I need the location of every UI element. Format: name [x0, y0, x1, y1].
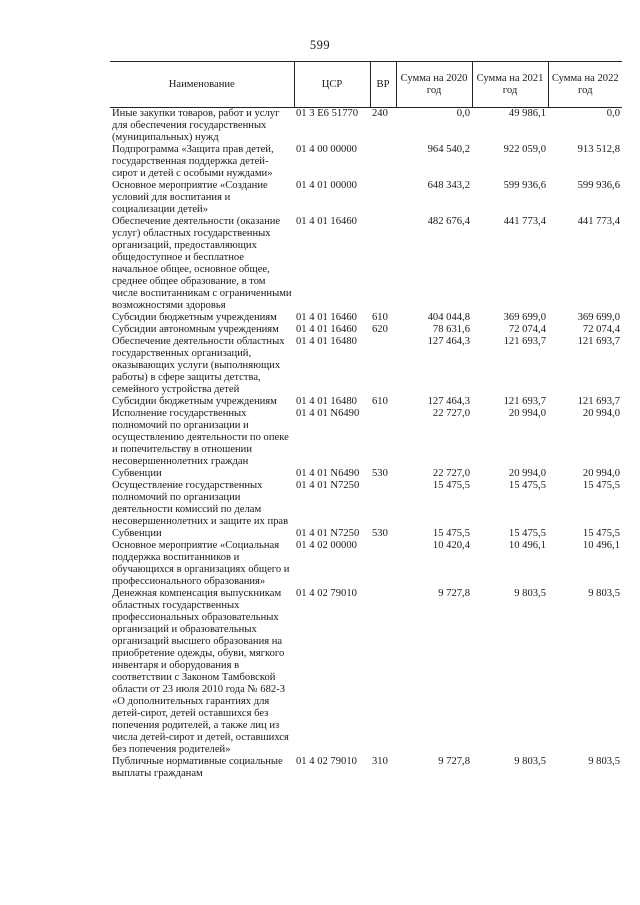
row-vr: 240	[372, 108, 388, 119]
row-csr: 01 4 01 00000	[296, 180, 357, 191]
row-vr: 530	[372, 528, 388, 539]
row-sum-2020: 648 343,2	[427, 180, 470, 191]
row-name: Основное мероприятие «Социальная поддержка воспитанников и обучающихся в организациях общего и профессионального образования»	[112, 540, 290, 587]
row-vr: 310	[372, 756, 388, 767]
row-vr: 610	[372, 312, 388, 323]
row-sum-2022: 72 074,4	[582, 324, 620, 335]
table-row	[110, 180, 622, 216]
row-sum-2020: 22 727,0	[432, 468, 470, 479]
row-sum-2021: 121 693,7	[503, 336, 546, 347]
row-csr: 01 4 01 N7250	[296, 528, 360, 539]
row-sum-2022: 10 496,1	[582, 540, 620, 551]
row-sum-2021: 20 994,0	[508, 468, 546, 479]
row-vr	[370, 480, 396, 528]
row-sum-2022: 121 693,7	[577, 336, 620, 347]
row-sum-2020: 964 540,2	[427, 144, 470, 155]
row-name: Субсидии бюджетным учреждениям	[112, 396, 277, 407]
row-csr: 01 4 01 N6490	[296, 468, 360, 479]
table-row	[110, 144, 622, 180]
header-sum-2022: Сумма на 2022 год	[548, 62, 622, 108]
row-sum-2020: 22 727,0	[432, 408, 470, 419]
row-csr: 01 3 E6 51770	[296, 108, 359, 119]
row-name: Подпрограмма «Защита прав детей, государственная поддержка детей-сирот и детей с особыми нуждами»	[112, 144, 274, 179]
row-vr	[370, 180, 396, 216]
row-csr: 01 4 00 00000	[296, 144, 357, 155]
table-row	[110, 480, 622, 528]
row-csr: 01 4 02 79010	[296, 756, 357, 767]
row-csr: 01 4 01 16460	[296, 216, 357, 227]
header-sum-2021: Сумма на 2021 год	[472, 62, 548, 108]
table-row	[110, 312, 622, 324]
row-csr: 01 4 02 00000	[296, 540, 357, 551]
row-sum-2022: 913 512,8	[577, 144, 620, 155]
table-row	[110, 396, 622, 408]
row-sum-2022: 15 475,5	[582, 528, 620, 539]
row-sum-2020: 9 727,8	[438, 588, 470, 599]
row-sum-2020: 0,0	[456, 108, 470, 119]
table-row	[110, 756, 622, 780]
row-sum-2021: 121 693,7	[503, 396, 546, 407]
row-vr	[370, 588, 396, 756]
row-csr: 01 4 02 79010	[296, 588, 357, 599]
row-sum-2021: 922 059,0	[503, 144, 546, 155]
table-row	[110, 336, 622, 396]
row-sum-2020: 10 420,4	[432, 540, 470, 551]
row-csr: 01 4 01 16480	[296, 336, 357, 347]
header-name: Наименование	[110, 62, 294, 108]
table-row	[110, 588, 622, 756]
row-sum-2022: 20 994,0	[582, 468, 620, 479]
row-sum-2021: 49 986,1	[508, 108, 546, 119]
header-row	[110, 62, 622, 108]
table-row	[110, 528, 622, 540]
row-sum-2021: 15 475,5	[508, 528, 546, 539]
row-vr	[370, 540, 396, 588]
row-csr: 01 4 01 16480	[296, 396, 357, 407]
row-vr	[370, 336, 396, 396]
row-vr: 620	[372, 324, 388, 335]
row-sum-2021: 599 936,6	[503, 180, 546, 191]
table-row	[110, 468, 622, 480]
row-sum-2020: 9 727,8	[438, 756, 470, 767]
row-sum-2020: 482 676,4	[427, 216, 470, 227]
row-sum-2022: 20 994,0	[582, 408, 620, 419]
table-row	[110, 108, 622, 145]
budget-table	[110, 61, 622, 780]
row-sum-2022: 441 773,4	[577, 216, 620, 227]
row-sum-2022: 9 803,5	[588, 588, 620, 599]
row-sum-2020: 127 464,3	[427, 336, 470, 347]
row-sum-2020: 78 631,6	[432, 324, 470, 335]
row-vr	[370, 216, 396, 312]
row-vr: 610	[372, 396, 388, 407]
row-sum-2020: 404 044,8	[427, 312, 470, 323]
row-sum-2021: 9 803,5	[514, 756, 546, 767]
row-vr	[370, 144, 396, 180]
row-sum-2020: 127 464,3	[427, 396, 470, 407]
row-name: Субвенции	[112, 528, 162, 539]
row-name: Субсидии бюджетным учреждениям	[112, 312, 277, 323]
row-sum-2022: 15 475,5	[582, 480, 620, 491]
row-csr: 01 4 01 16460	[296, 324, 357, 335]
row-name: Публичные нормативные социальные выплаты гражданам	[112, 756, 283, 779]
table-row	[110, 324, 622, 336]
row-sum-2021: 9 803,5	[514, 588, 546, 599]
row-name: Иные закупки товаров, работ и услуг для обеспечения государственных (муниципальных) нужд	[112, 108, 280, 143]
row-name: Субвенции	[112, 468, 162, 479]
table-row	[110, 540, 622, 588]
row-sum-2021: 72 074,4	[508, 324, 546, 335]
row-sum-2020: 15 475,5	[432, 480, 470, 491]
row-name: Исполнение государственных полномочий по организации и осуществлению деятельности по опеке и попечительству в отношении несовершеннолетних граждан	[112, 408, 289, 467]
row-sum-2022: 0,0	[606, 108, 620, 119]
table-row	[110, 408, 622, 468]
header-sum-2020: Сумма на 2020 год	[396, 62, 472, 108]
row-sum-2021: 15 475,5	[508, 480, 546, 491]
row-vr: 530	[372, 468, 388, 479]
table-row	[110, 216, 622, 312]
row-sum-2021: 10 496,1	[508, 540, 546, 551]
page-number: 599	[309, 38, 331, 52]
header-csr: ЦСР	[294, 62, 370, 108]
row-name: Субсидии автономным учреждениям	[112, 324, 279, 335]
row-csr: 01 4 01 N6490	[296, 408, 360, 419]
row-sum-2021: 20 994,0	[508, 408, 546, 419]
row-name: Осуществление государственных полномочий по организации деятельности комиссий по делам несовершеннолетних и защите их прав	[112, 480, 289, 527]
row-name: Обеспечение деятельности (оказание услуг) областных государственных организаций, предоставляющих общедоступное и бесплатное начальное общее, основное общее, среднее общее образование, в том числе воспитанникам с ограниченными возможностями здоровья	[112, 216, 292, 311]
row-sum-2021: 369 699,0	[503, 312, 546, 323]
row-name: Обеспечение деятельности областных государственных организаций, оказывающих услуги (выполняющих работы) в сфере защиты детства, семейного устройства детей	[112, 336, 285, 395]
row-csr: 01 4 01 16460	[296, 312, 357, 323]
row-name: Основное мероприятие «Создание условий для воспитания и социализации детей»	[112, 180, 268, 215]
row-name: Денежная компенсация выпускникам областных государственных профессиональных образовательных организаций и образовательных организаций высшего образования на приобретение одежды, обуви, мягкого инвентаря и оборудования в соответствии с Законом Тамбовской области от 23 июля 2010 года № 682-З «О дополнительных гарантиях для детей-сирот, детей оставшихся без попечения родителей, а также лиц из числа детей-сирот и детей, оставшихся без попечения родителей»	[112, 588, 289, 755]
row-sum-2020: 15 475,5	[432, 528, 470, 539]
header-vr: ВР	[370, 62, 396, 108]
row-csr: 01 4 01 N7250	[296, 480, 360, 491]
row-sum-2022: 599 936,6	[577, 180, 620, 191]
row-vr	[370, 408, 396, 468]
row-sum-2021: 441 773,4	[503, 216, 546, 227]
row-sum-2022: 121 693,7	[577, 396, 620, 407]
row-sum-2022: 369 699,0	[577, 312, 620, 323]
row-sum-2022: 9 803,5	[588, 756, 620, 767]
